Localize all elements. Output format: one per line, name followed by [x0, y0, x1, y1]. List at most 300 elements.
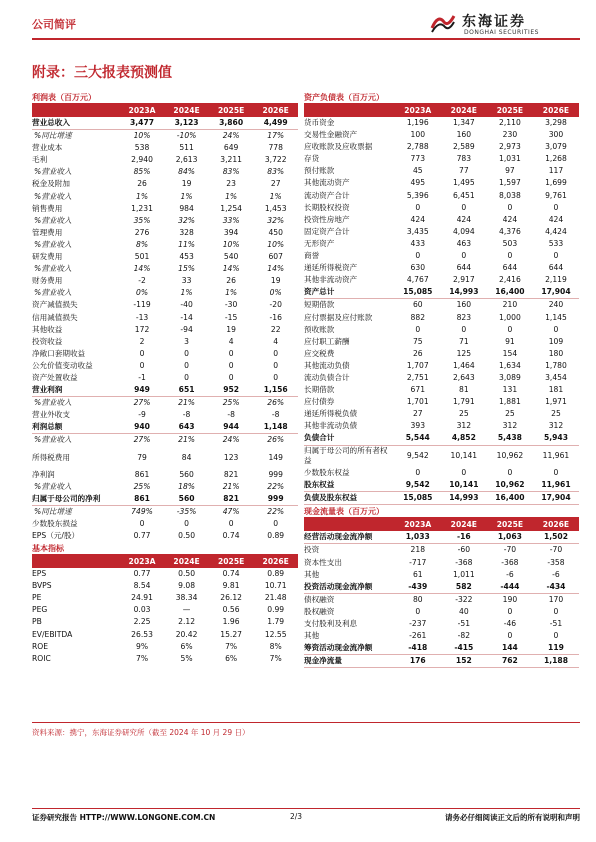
cell-value: 149	[268, 452, 283, 462]
cell-value: 560	[164, 493, 209, 506]
cell-value: 25%	[133, 481, 151, 491]
row-label: 营业总收入	[32, 117, 120, 130]
cell-value: 1,881	[499, 397, 521, 407]
cell-value: 32%	[178, 215, 196, 225]
cell-value: 4,094	[452, 226, 475, 236]
cell-value: 26.53	[131, 629, 153, 639]
row-label: 负债及股东权益	[304, 492, 395, 505]
table-row	[32, 580, 298, 592]
row-label: 固定资产合计	[304, 226, 350, 236]
row-label: EV/EBITDA	[32, 629, 73, 639]
table-row	[304, 396, 579, 408]
cell-value: 300	[548, 130, 564, 140]
cell-value: 15,085	[395, 492, 441, 505]
row-label: 存货	[304, 154, 320, 164]
cell-value: 1,254	[220, 203, 242, 213]
row-label: %营业收入	[34, 167, 72, 177]
left-column	[32, 92, 298, 665]
cell-value: 181	[548, 385, 564, 395]
cell-value: 3,477	[120, 117, 165, 130]
row-label: 预付账款	[304, 166, 335, 176]
cell-value: 24%	[222, 435, 240, 445]
table-row	[304, 250, 579, 262]
row-label: 资本性支出	[304, 557, 342, 567]
footer-disclaimer: 请务必仔细阅读正文后的所有说明和声明	[445, 813, 580, 822]
cell-value: 131	[502, 385, 518, 395]
row-label: 货币资金	[304, 118, 335, 127]
cell-value: 0	[553, 631, 559, 641]
table-header-row	[32, 104, 298, 117]
cell-value: 190	[502, 594, 518, 604]
cell-value: 2,110	[499, 118, 521, 127]
cell-value: 952	[209, 384, 254, 397]
cell-value: 0	[228, 518, 234, 528]
cell-value: 21%	[178, 398, 196, 408]
cell-value: 1,031	[499, 154, 521, 164]
cell-value: 1,502	[533, 531, 579, 544]
cell-value: 17,904	[533, 492, 579, 505]
table-row	[304, 467, 579, 479]
cell-value: 61	[412, 569, 423, 579]
table-row	[304, 312, 579, 324]
cell-value: 1,011	[452, 569, 475, 579]
row-label: 长期股权投资	[304, 202, 350, 212]
cell-value: 1,145	[545, 312, 567, 322]
row-label: 公允价值变动收益	[32, 360, 93, 370]
row-label: 投资活动现金流净额	[304, 581, 395, 594]
cell-value: 649	[223, 143, 239, 153]
cell-value: -10%	[176, 131, 197, 141]
cell-value: 0	[415, 202, 421, 212]
cell-value: 773	[410, 154, 426, 164]
cell-value: -40	[180, 300, 193, 310]
cell-value: 125	[456, 348, 472, 358]
cell-value: 393	[410, 421, 426, 431]
row-label: 筹资活动现金流净额	[304, 642, 395, 655]
page-header	[32, 10, 580, 46]
row-label: 短期借款	[304, 300, 335, 310]
table-row	[304, 606, 579, 618]
cell-value: 10,962	[496, 451, 524, 461]
cell-value: 999	[268, 469, 283, 479]
table-row	[304, 531, 579, 544]
cell-value: 3,211	[220, 155, 242, 165]
cell-value: 60	[412, 300, 423, 310]
row-label: 所得税费用	[32, 452, 70, 462]
cell-value: 1,033	[395, 531, 441, 544]
cell-value: 4	[228, 336, 234, 346]
row-label: EPS（元/股）	[32, 531, 80, 540]
table-row	[32, 481, 298, 493]
row-label: 营业外收支	[32, 410, 70, 420]
cell-value: 2,613	[175, 155, 198, 165]
table-row	[304, 569, 579, 581]
row-label: 资产总计	[304, 286, 395, 299]
cell-value: 180	[548, 348, 564, 358]
table-header-row	[32, 555, 298, 568]
cell-value: 9,542	[395, 479, 441, 492]
cell-value: 0.50	[178, 531, 196, 540]
cell-value: 1,699	[545, 178, 567, 188]
row-label: 税金及附加	[32, 179, 70, 189]
cell-value: 119	[533, 642, 579, 655]
row-label: 应交税费	[304, 348, 335, 358]
cell-value: 0	[415, 251, 421, 261]
cell-value: 240	[548, 300, 564, 310]
cell-value: 0%	[136, 288, 149, 298]
cell-value: 0%	[269, 288, 282, 298]
cell-value: 0	[461, 202, 467, 212]
row-label: 管理费用	[32, 227, 63, 237]
row-label: 投资	[304, 545, 320, 555]
cell-value: 19	[181, 179, 192, 189]
header-blank	[304, 104, 395, 117]
cell-value: 17,904	[533, 286, 579, 299]
cell-value: 949	[120, 384, 165, 397]
cell-value: —	[182, 605, 191, 615]
cell-value: 79	[137, 452, 147, 462]
cell-value: 4,767	[406, 275, 429, 285]
table-row	[304, 336, 579, 348]
row-label: 流动负债合计	[304, 372, 350, 382]
cell-value: 176	[395, 655, 441, 668]
table-row	[32, 203, 298, 215]
cell-value: 1,707	[406, 360, 429, 370]
cell-value: -9	[138, 410, 146, 420]
cell-value: 450	[268, 227, 283, 237]
row-label: 预收账款	[304, 324, 335, 334]
cell-value: 0	[461, 324, 467, 334]
cell-value: 170	[548, 594, 564, 604]
column-header: 2023A	[395, 518, 441, 531]
cell-value: 1%	[225, 191, 238, 201]
column-header: 2025E	[209, 555, 254, 568]
cell-value: 7%	[269, 653, 282, 663]
cell-value: 2.12	[178, 617, 196, 627]
table-row	[304, 117, 579, 129]
page-number: 2/3	[290, 812, 303, 821]
row-label: 少数股东损益	[32, 518, 78, 528]
cell-value: 533	[548, 238, 564, 248]
table-row	[304, 238, 579, 250]
row-label: %营业收入	[34, 398, 72, 408]
cell-value: 32%	[267, 215, 285, 225]
table-row	[32, 568, 298, 580]
cell-value: 160	[456, 130, 472, 140]
cell-value: 1.96	[222, 617, 240, 627]
cell-value: -418	[395, 642, 441, 655]
cell-value: 152	[441, 655, 487, 668]
row-label: 净敞口套期收益	[32, 348, 86, 358]
cell-value: 644	[502, 263, 518, 273]
cell-value: 2,643	[452, 372, 475, 382]
column-header: 2026E	[533, 518, 579, 531]
table-row	[304, 141, 579, 153]
cell-value: 463	[456, 238, 472, 248]
cell-value: 1,188	[533, 655, 579, 668]
cell-value: 10%	[222, 239, 240, 249]
cell-value: 1.79	[267, 617, 285, 627]
table-row	[304, 655, 579, 668]
cell-value: 10%	[267, 239, 285, 249]
table-row	[304, 153, 579, 165]
cell-value: 71	[459, 336, 469, 346]
row-label: 商誉	[304, 251, 320, 261]
cell-value: 4	[273, 336, 279, 346]
income-statement-table	[32, 104, 298, 542]
row-label: 交易性金融资产	[304, 130, 358, 140]
row-label: 净利润	[32, 469, 55, 479]
cell-value: -358	[547, 557, 565, 567]
cell-value: 2,917	[452, 275, 475, 285]
cell-value: 0	[415, 606, 421, 616]
cell-value: 11%	[178, 239, 196, 249]
table-row	[32, 251, 298, 263]
cell-value: -70	[503, 545, 517, 555]
table-row	[304, 384, 579, 396]
row-label: 流动资产合计	[304, 190, 350, 200]
table-row	[304, 492, 579, 505]
cell-value: -13	[135, 312, 149, 322]
cell-value: 3,860	[209, 117, 254, 130]
cell-value: 0	[184, 518, 189, 528]
cell-value: -1	[138, 372, 146, 382]
row-label: 营业成本	[32, 143, 63, 153]
cell-value: -237	[409, 618, 427, 628]
cell-value: 81	[459, 385, 469, 395]
cell-value: 0.56	[222, 605, 240, 615]
table-row	[32, 530, 298, 542]
section-label: 公司简评	[32, 18, 76, 31]
table-row	[32, 421, 298, 434]
cell-value: -46	[503, 618, 517, 628]
logo-name-cn: 东海证券	[462, 14, 526, 30]
column-header: 2025E	[487, 104, 533, 117]
cell-value: 749%	[131, 506, 153, 516]
cell-value: -368	[501, 557, 519, 567]
cell-value: 0	[273, 348, 279, 358]
row-label: 研发费用	[32, 252, 63, 262]
cell-value: 22%	[267, 481, 285, 491]
cell-value: 1%	[180, 191, 193, 201]
cell-value: 424	[548, 214, 564, 224]
balance-sheet-table	[304, 104, 579, 505]
table-row	[32, 312, 298, 324]
table-row	[32, 493, 298, 506]
cell-value: 1,971	[545, 397, 567, 407]
cell-value: 16,400	[487, 492, 533, 505]
column-header: 2024E	[164, 104, 209, 117]
cell-value: 4,852	[441, 432, 487, 445]
cell-value: -82	[457, 631, 471, 641]
table-row	[304, 177, 579, 189]
cell-value: 12.55	[264, 629, 287, 639]
table-row	[304, 129, 579, 141]
cell-value: 511	[179, 143, 194, 153]
row-label: 少数股东权益	[304, 468, 350, 478]
row-label: 毛利	[32, 155, 48, 165]
column-header: 2025E	[487, 518, 533, 531]
cell-value: 5,943	[533, 432, 579, 445]
cell-value: 0	[228, 348, 234, 358]
cell-value: 424	[410, 214, 426, 224]
table-row	[32, 641, 298, 653]
cell-value: 2,973	[499, 142, 521, 152]
cell-value: 14%	[133, 264, 151, 274]
cell-value: 10,962	[487, 479, 533, 492]
cell-value: 2.25	[133, 617, 151, 627]
row-label: 其他收益	[32, 324, 63, 334]
cell-value: 1,063	[487, 531, 533, 544]
row-label: 无形资产	[304, 238, 335, 248]
cell-value: 38.34	[175, 593, 198, 603]
cell-value: 861	[134, 469, 150, 479]
column-header: 2024E	[441, 518, 487, 531]
table-row	[32, 629, 298, 641]
cell-value: 25	[459, 409, 469, 419]
cell-value: 644	[456, 263, 472, 273]
row-label: 长期借款	[304, 385, 335, 395]
row-label: ROIC	[32, 653, 51, 663]
cell-value: 11,961	[542, 451, 570, 461]
cell-value: 27	[270, 179, 281, 189]
table-row	[32, 227, 298, 239]
cell-value: -35%	[176, 506, 197, 516]
cell-value: 16,400	[487, 286, 533, 299]
row-label: 资产处置收益	[32, 372, 78, 382]
row-label: 资产减值损失	[32, 300, 78, 310]
right-column	[304, 92, 579, 668]
header-blank	[304, 518, 395, 531]
cell-value: 123	[223, 452, 239, 462]
balance-sheet-title: 资产负债表（百万元）	[304, 92, 579, 104]
table-row	[32, 275, 298, 287]
cell-value: 14%	[222, 264, 240, 274]
cell-value: 643	[164, 421, 209, 434]
cell-value: 26	[137, 179, 147, 189]
cell-value: -8	[271, 410, 280, 420]
cell-value: 144	[487, 642, 533, 655]
cell-value: 4,376	[499, 226, 521, 236]
row-label: 负债合计	[304, 432, 395, 445]
cell-value: 22	[270, 324, 281, 334]
table-row	[32, 384, 298, 397]
table-row	[304, 372, 579, 384]
cell-value: 312	[456, 421, 472, 431]
cell-value: 2,940	[131, 155, 153, 165]
cell-value: -30	[224, 300, 238, 310]
cell-value: 1,148	[253, 421, 298, 434]
cell-value: 83%	[222, 167, 240, 177]
cell-value: 10.71	[264, 581, 287, 591]
cell-value: 424	[502, 214, 518, 224]
table-row	[304, 432, 579, 445]
row-label: 递延所得税资产	[304, 263, 358, 273]
cell-value: 35%	[133, 215, 151, 225]
cell-value: 1,701	[406, 397, 429, 407]
table-row	[32, 518, 298, 530]
cell-value: 26	[226, 276, 236, 286]
cell-value: -2	[138, 276, 146, 286]
cell-value: 10,141	[441, 479, 487, 492]
cell-value: -444	[487, 581, 533, 594]
row-label: 应收账款及应收票据	[304, 142, 373, 152]
column-header: 2025E	[209, 104, 254, 117]
table-row	[304, 445, 579, 467]
cell-value: 882	[410, 312, 426, 322]
cell-value: 1,000	[499, 312, 521, 322]
cell-value: 10%	[133, 131, 151, 141]
cell-value: 821	[209, 493, 254, 506]
cell-value: 47%	[222, 506, 240, 516]
row-label: 投资性房地产	[304, 214, 350, 224]
cell-value: 1%	[269, 191, 282, 201]
cell-value: 3	[184, 336, 189, 346]
cell-value: 0	[507, 324, 513, 334]
table-row	[304, 202, 579, 214]
footer-divider	[32, 808, 580, 809]
row-label: 投资收益	[32, 336, 63, 346]
table-row	[32, 215, 298, 227]
row-label: EPS	[32, 569, 47, 579]
cell-value: 20.42	[175, 629, 198, 639]
cell-value: 84	[181, 452, 192, 462]
cell-value: 117	[548, 166, 564, 176]
cell-value: 0	[273, 372, 279, 382]
cell-value: 22%	[267, 506, 285, 516]
cell-value: 3,079	[545, 142, 567, 152]
table-row	[32, 154, 298, 166]
cell-value: 18%	[178, 481, 196, 491]
cell-value: 19	[226, 324, 236, 334]
page-title: 附录：三大报表预测值	[32, 65, 172, 81]
cell-value: 861	[120, 493, 165, 506]
cell-value: 19	[270, 276, 281, 286]
cell-value: 821	[223, 469, 239, 479]
cell-value: 1,780	[545, 360, 567, 370]
cell-value: -14	[180, 312, 193, 322]
row-label: 其他	[304, 569, 320, 579]
cell-value: 9,761	[545, 190, 567, 200]
cell-value: -94	[180, 324, 193, 334]
cell-value: -261	[409, 631, 427, 641]
cell-value: 8%	[136, 239, 149, 249]
cell-value: 0	[415, 324, 421, 334]
table-row	[304, 479, 579, 492]
cell-value: 10,141	[450, 451, 478, 461]
table-row	[32, 239, 298, 251]
cell-value: 783	[456, 154, 472, 164]
row-label: 归属于母公司的净利	[32, 493, 120, 506]
cell-value: -51	[457, 618, 471, 628]
row-label: %同比增速	[34, 506, 72, 516]
cell-value: 1,347	[452, 118, 475, 127]
cell-value: 6,451	[452, 190, 475, 200]
cell-value: 109	[548, 336, 564, 346]
cell-value: 27%	[133, 398, 151, 408]
table-row	[32, 434, 298, 447]
cell-value: 0.03	[133, 605, 151, 615]
table-row	[304, 420, 579, 432]
column-header: 2023A	[120, 555, 165, 568]
row-label: %营业收入	[34, 215, 72, 225]
table-row	[304, 286, 579, 299]
cell-value: 77	[459, 166, 469, 176]
cell-value: 5%	[180, 653, 193, 663]
cell-value: 0	[139, 518, 145, 528]
cell-value: 85%	[133, 167, 151, 177]
row-label: %营业收入	[34, 239, 72, 249]
